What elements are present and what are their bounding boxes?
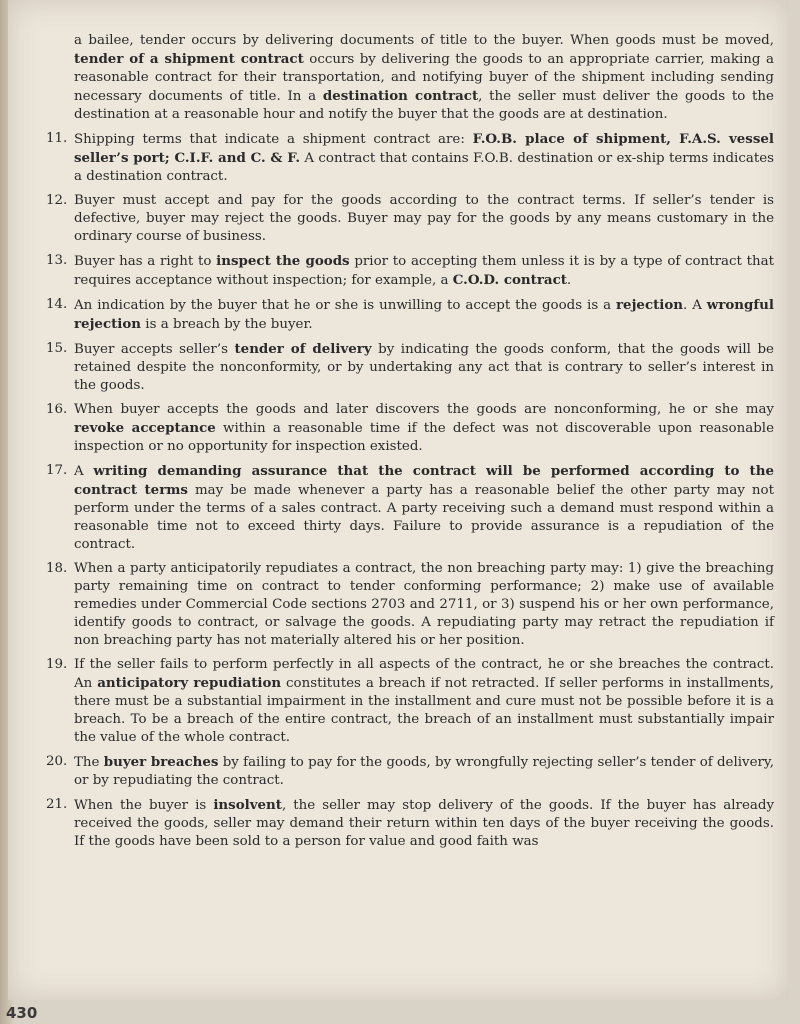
item-number: 12. [46, 193, 68, 208]
item-text: Buyer accepts seller’s tender of delivery by indicating the goods conform, that the goods will be retained despite the nonconformity, or by undertaking any act that is contrary to seller’s interest in the goods. [74, 341, 774, 393]
list-item-19 [46, 656, 774, 747]
page-text [46, 32, 774, 857]
item-number: 20. [46, 754, 68, 769]
item-text: When the buyer is insolvent, the seller may stop delivery of the goods. If the buyer has already received the goods, seller may demand their return within ten days of the buyer receiving the goods. If the goods have been sold to a person for value and good faith was [74, 797, 775, 849]
item-number: 15. [46, 341, 68, 356]
item-text: Buyer has a right to inspect the goods prior to accepting them unless it is by a type of contract that requires acceptance without inspection; for example, a C.O.D. contract. [74, 253, 774, 288]
list-item-21 [46, 796, 774, 851]
page-number: 430 [6, 1004, 38, 1022]
intro-text-0: a bailee, tender occurs by delivering documents of title to the buyer. When goods must be moved, [74, 33, 774, 48]
item-number: 21. [46, 797, 68, 812]
item-number: 16. [46, 402, 68, 417]
item-text: An indication by the buyer that he or she is unwilling to accept the goods is a rejection. A wrongful rejection is a breach by the buyer. [74, 297, 774, 332]
intro-paragraph [74, 32, 774, 124]
list-item-12 [46, 192, 774, 246]
item-text: The buyer breaches by failing to pay for the goods, by wrongfully rejecting seller’s tender of delivery, or by repudiating the contract. [74, 754, 774, 788]
list-item-15 [46, 340, 774, 395]
item-text: A writing demanding assurance that the contract will be performed according to the contract terms may be made whenever a party has a reasonable belief the other party may not perform under the terms of a sales contract. A party receiving such a demand must respond within a reasonable time not to exceed thirty days. Failure to provide assurance is a repudiation of the contract. [74, 463, 774, 552]
intro-text-2: occurs by delivering the goods to an appropriate carrier, making a reasonable contract for their transportation, and notifying buyer of the shipment including sending necessary documents of title. In a [74, 52, 774, 104]
item-number: 18. [46, 561, 68, 576]
item-number: 17. [46, 463, 68, 478]
list-item-16 [46, 401, 774, 456]
intro-text-4: , the seller must deliver the goods to the destination at a reasonable hour and notify the buyer that the goods are at destination. [74, 89, 774, 122]
item-number: 13. [46, 253, 68, 268]
list-item-18 [46, 560, 774, 650]
list-item-20 [46, 753, 774, 790]
item-text: If the seller fails to perform perfectly in all aspects of the contract, he or she breaches the contract. An anticipatory repudiation constitutes a breach if not retracted. If seller performs in installments, there must be a substantial impairment in the installment and cure must not be possible before it is a breach. To be a breach of the entire contract, the breach of an installment must substantially impair the value of the whole contract. [74, 657, 774, 745]
item-text: When buyer accepts the goods and later discovers the goods are nonconforming, he or she may revoke acceptance within a reasonable time if the defect was not discoverable upon reasonable inspection or no opportunity for inspection existed. [74, 402, 774, 454]
list-item-17 [46, 462, 774, 554]
intro-term-destination-contract: destination contract [322, 88, 479, 104]
item-number: 11. [46, 131, 68, 146]
list-item-11 [46, 130, 774, 186]
item-text: Shipping terms that indicate a shipment contract are: F.O.B. place of shipment, F.A.S. vessel seller’s port; C.I.F. and C. & F. A contract that contains F.O.B. destination or ex-ship terms indicates a destination contract. [74, 131, 774, 184]
item-text: When a party anticipatorily repudiates a contract, the non breaching party may: 1) give the breaching party remaining time on contract to tender conforming performance; 2) make use of available remedies under Commercial Code sections 2703 and 2711, or 3) suspend his or her own performance, identify goods to contract, or salvage the goods. A repudiating party may retract the repudiation if non breaching party has not materially altered his or her position. [74, 561, 774, 648]
item-number: 14. [46, 297, 68, 312]
list-item-14 [46, 296, 774, 334]
item-text: Buyer must accept and pay for the goods according to the contract terms. If seller’s tender is defective, buyer may reject the goods. Buyer may pay for the goods by any means customary in the ordinary course of business. [74, 193, 774, 244]
list-item-13 [46, 252, 774, 290]
item-number: 19. [46, 657, 68, 672]
intro-term-shipment-contract: tender of a shipment contract [74, 51, 304, 67]
